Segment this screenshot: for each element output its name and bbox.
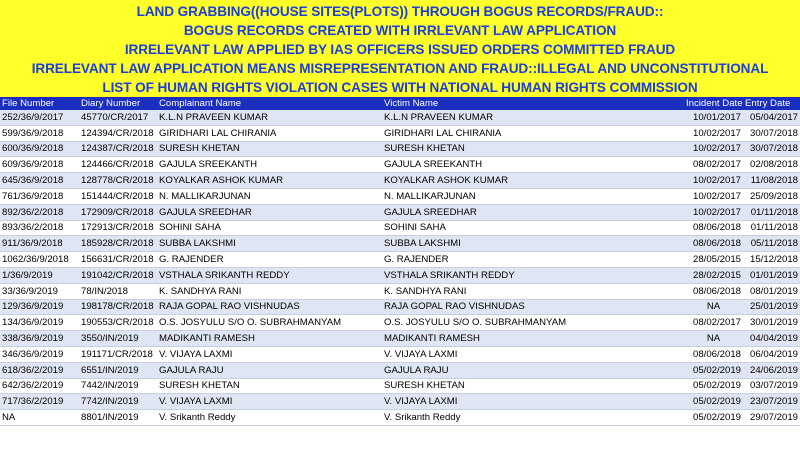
cell-entry-date: 04/04/2019 <box>743 331 800 347</box>
cell-diary-number: 128778/CR/2018 <box>79 173 157 189</box>
table-row <box>0 157 800 173</box>
banner-line-1: LAND GRABBING((HOUSE SITES(PLOTS)) THROUGH BOGUS RECORDS/FRAUD:: <box>136 4 664 19</box>
cell-complainant-name: MADIKANTI RAMESH <box>157 331 382 347</box>
cell-diary-number: 8801/IN/2019 <box>79 410 157 426</box>
cell-entry-date: 05/04/2017 <box>743 110 800 125</box>
table-row <box>0 331 800 347</box>
cell-file-number: 129/36/9/2019 <box>0 299 79 315</box>
table-row <box>0 204 800 220</box>
cell-complainant-name: VSTHALA SRIKANTH REDDY <box>157 267 382 283</box>
cell-entry-date: 03/07/2019 <box>743 378 800 394</box>
cell-incident-date: NA <box>684 331 743 347</box>
cell-complainant-name: GAJULA RAJU <box>157 362 382 378</box>
table-row <box>0 378 800 394</box>
cell-complainant-name: V. Srikanth Reddy <box>157 410 382 426</box>
title-banner <box>0 0 800 97</box>
cell-complainant-name: SURESH KHETAN <box>157 141 382 157</box>
cell-file-number: 338/36/9/2019 <box>0 331 79 347</box>
header-incident-date: Incident Date <box>686 98 743 109</box>
table-row <box>0 410 800 426</box>
cell-file-number: 717/36/2/2019 <box>0 394 79 410</box>
cell-entry-date: 01/11/2018 <box>743 204 800 220</box>
cell-entry-date: 15/12/2018 <box>743 252 800 268</box>
cell-incident-date: 10/02/2017 <box>684 125 743 141</box>
cell-entry-date: 05/11/2018 <box>743 236 800 252</box>
cell-diary-number: 191042/CR/2018 <box>79 267 157 283</box>
cases-table <box>0 97 800 426</box>
banner-line-3: IRRELEVANT LAW APPLIED BY IAS OFFICERS ISSUED ORDERS COMMITTED FRAUD <box>124 42 676 57</box>
cell-entry-date: 29/07/2019 <box>743 410 800 426</box>
cell-incident-date: NA <box>684 299 743 315</box>
cell-victim-name: V. Srikanth Reddy <box>382 410 684 426</box>
cell-entry-date: 30/07/2018 <box>743 141 800 157</box>
cell-victim-name: V. VIJAYA LAXMI <box>382 346 684 362</box>
cell-complainant-name: V. VIJAYA LAXMI <box>157 346 382 362</box>
cell-incident-date: 08/02/2017 <box>684 157 743 173</box>
banner-line-2: BOGUS RECORDS CREATED WITH IRRLEVANT LAW APPLICATION <box>183 23 617 38</box>
table-row <box>0 236 800 252</box>
cell-diary-number: 7742/IN/2019 <box>79 394 157 410</box>
cell-entry-date: 08/01/2019 <box>743 283 800 299</box>
cell-file-number: 645/36/9/2018 <box>0 173 79 189</box>
cell-diary-number: 78/IN/2018 <box>79 283 157 299</box>
cell-entry-date: 30/07/2018 <box>743 125 800 141</box>
cell-diary-number: 151444/CR/2018 <box>79 188 157 204</box>
cell-victim-name: SOHINI SAHA <box>382 220 684 236</box>
cell-entry-date: 24/06/2019 <box>743 362 800 378</box>
cell-diary-number: 172909/CR/2018 <box>79 204 157 220</box>
cell-file-number: 600/36/9/2018 <box>0 141 79 157</box>
cell-file-number: 134/36/9/2019 <box>0 315 79 331</box>
cell-file-number: 33/36/9/2019 <box>0 283 79 299</box>
cell-victim-name: O.S. JOSYULU S/O O. SUBRAHMANYAM <box>382 315 684 331</box>
cell-victim-name: K.L.N PRAVEEN KUMAR <box>382 110 684 125</box>
header-victim-name: Victim Name <box>382 97 684 110</box>
cell-diary-number: 3550/IN/2019 <box>79 331 157 347</box>
cell-complainant-name: GAJULA SREEDHAR <box>157 204 382 220</box>
cell-victim-name: SURESH KHETAN <box>382 378 684 394</box>
cell-incident-date: 28/05/2015 <box>684 252 743 268</box>
table-row <box>0 315 800 331</box>
cell-victim-name: VSTHALA SRIKANTH REDDY <box>382 267 684 283</box>
cell-complainant-name: RAJA GOPAL RAO VISHNUDAS <box>157 299 382 315</box>
cell-entry-date: 23/07/2019 <box>743 394 800 410</box>
cell-complainant-name: GAJULA SREEKANTH <box>157 157 382 173</box>
cell-complainant-name: SURESH KHETAN <box>157 378 382 394</box>
cell-victim-name: GAJULA SREEDHAR <box>382 204 684 220</box>
cell-diary-number: 6551/IN/2019 <box>79 362 157 378</box>
cell-complainant-name: GIRIDHARI LAL CHIRANIA <box>157 125 382 141</box>
cell-victim-name: RAJA GOPAL RAO VISHNUDAS <box>382 299 684 315</box>
table-row <box>0 173 800 189</box>
cell-victim-name: MADIKANTI RAMESH <box>382 331 684 347</box>
cell-file-number: 1/36/9/2019 <box>0 267 79 283</box>
table-row <box>0 299 800 315</box>
header-file-number: File Number <box>0 97 79 110</box>
cell-entry-date: 25/09/2018 <box>743 188 800 204</box>
table-row <box>0 283 800 299</box>
cell-diary-number: 172913/CR/2018 <box>79 220 157 236</box>
cell-incident-date: 10/02/2017 <box>684 141 743 157</box>
table-row <box>0 252 800 268</box>
cell-victim-name: GAJULA SREEKANTH <box>382 157 684 173</box>
table-row <box>0 125 800 141</box>
cell-incident-date: 08/02/2017 <box>684 315 743 331</box>
cell-diary-number: 190553/CR/2018 <box>79 315 157 331</box>
cell-incident-date: 08/06/2018 <box>684 283 743 299</box>
banner-line-4: IRRELEVANT LAW APPLICATION MEANS MISREPRESENTATION AND FRAUD::ILLEGAL AND UNCONSTITUTIONAL <box>31 61 769 76</box>
table-row <box>0 267 800 283</box>
cell-complainant-name: KOYALKAR ASHOK KUMAR <box>157 173 382 189</box>
cell-file-number: 618/36/2/2019 <box>0 362 79 378</box>
cell-file-number: 761/36/9/2018 <box>0 188 79 204</box>
cell-incident-date: 28/02/2015 <box>684 267 743 283</box>
table-header-row <box>0 97 800 110</box>
cell-file-number: 252/36/9/2017 <box>0 110 79 125</box>
cell-victim-name: SUBBA LAKSHMI <box>382 236 684 252</box>
cell-entry-date: 02/08/2018 <box>743 157 800 173</box>
cell-victim-name: SURESH KHETAN <box>382 141 684 157</box>
cell-file-number: 893/36/2/2018 <box>0 220 79 236</box>
cell-complainant-name: K. SANDHYA RANI <box>157 283 382 299</box>
cell-incident-date: 05/02/2019 <box>684 378 743 394</box>
cell-file-number: 609/36/9/2018 <box>0 157 79 173</box>
cell-victim-name: GIRIDHARI LAL CHIRANIA <box>382 125 684 141</box>
cell-incident-date: 05/02/2019 <box>684 394 743 410</box>
cell-entry-date: 01/11/2018 <box>743 220 800 236</box>
cell-victim-name: GAJULA RAJU <box>382 362 684 378</box>
table-row <box>0 110 800 125</box>
cell-complainant-name: N. MALLIKARJUNAN <box>157 188 382 204</box>
cell-diary-number: 7442/IN/2019 <box>79 378 157 394</box>
cell-victim-name: KOYALKAR ASHOK KUMAR <box>382 173 684 189</box>
cell-incident-date: 10/01/2017 <box>684 110 743 125</box>
cell-diary-number: 124394/CR/2018 <box>79 125 157 141</box>
table-row <box>0 220 800 236</box>
cell-entry-date: 06/04/2019 <box>743 346 800 362</box>
cell-diary-number: 45770/CR/2017 <box>79 110 157 125</box>
cell-complainant-name: SOHINI SAHA <box>157 220 382 236</box>
cell-entry-date: 11/08/2018 <box>743 173 800 189</box>
header-diary-number: Diary Number <box>79 97 157 110</box>
cell-victim-name: V. VIJAYA LAXMI <box>382 394 684 410</box>
table-row <box>0 141 800 157</box>
cell-complainant-name: K.L.N PRAVEEN KUMAR <box>157 110 382 125</box>
cell-diary-number: 191171/CR/2018 <box>79 346 157 362</box>
banner-line-5: LIST OF HUMAN RIGHTS VIOLATION CASES WITH NATIONAL HUMAN RIGHTS COMMISSION <box>102 80 698 95</box>
cell-entry-date: 30/01/2019 <box>743 315 800 331</box>
cell-entry-date: 25/01/2019 <box>743 299 800 315</box>
table-row <box>0 362 800 378</box>
cell-incident-date: 05/02/2019 <box>684 362 743 378</box>
cell-incident-date: 10/02/2017 <box>684 204 743 220</box>
cell-file-number: 1062/36/9/2018 <box>0 252 79 268</box>
cell-incident-date: 10/02/2017 <box>684 188 743 204</box>
cell-file-number: 599/36/9/2018 <box>0 125 79 141</box>
cell-incident-date: 08/06/2018 <box>684 220 743 236</box>
cell-file-number: 892/36/2/2018 <box>0 204 79 220</box>
cell-victim-name: G. RAJENDER <box>382 252 684 268</box>
table-row <box>0 188 800 204</box>
cell-diary-number: 198178/CR/2018 <box>79 299 157 315</box>
cell-entry-date: 01/01/2019 <box>743 267 800 283</box>
cell-victim-name: N. MALLIKARJUNAN <box>382 188 684 204</box>
cases-table-container <box>0 97 800 450</box>
cell-complainant-name: O.S. JOSYULU S/O O. SUBRAHMANYAM <box>157 315 382 331</box>
cell-diary-number: 124387/CR/2018 <box>79 141 157 157</box>
cell-file-number: 911/36/9/2018 <box>0 236 79 252</box>
cell-incident-date: 08/06/2018 <box>684 346 743 362</box>
cell-diary-number: 124466/CR/2018 <box>79 157 157 173</box>
cell-victim-name: K. SANDHYA RANI <box>382 283 684 299</box>
cell-file-number: NA <box>0 410 79 426</box>
cell-diary-number: 185928/CR/2018 <box>79 236 157 252</box>
header-complainant-name: Complainant Name <box>157 97 382 110</box>
table-row <box>0 346 800 362</box>
cell-incident-date: 08/06/2018 <box>684 236 743 252</box>
header-entry-date: Entry Date <box>743 97 800 110</box>
cell-complainant-name: G. RAJENDER <box>157 252 382 268</box>
cell-diary-number: 156631/CR/2018 <box>79 252 157 268</box>
cell-complainant-name: SUBBA LAKSHMI <box>157 236 382 252</box>
cell-file-number: 346/36/9/2019 <box>0 346 79 362</box>
cell-incident-date: 05/02/2019 <box>684 410 743 426</box>
cell-incident-date: 10/02/2017 <box>684 173 743 189</box>
cell-complainant-name: V. VIJAYA LAXMI <box>157 394 382 410</box>
table-row <box>0 394 800 410</box>
cell-file-number: 642/36/2/2019 <box>0 378 79 394</box>
